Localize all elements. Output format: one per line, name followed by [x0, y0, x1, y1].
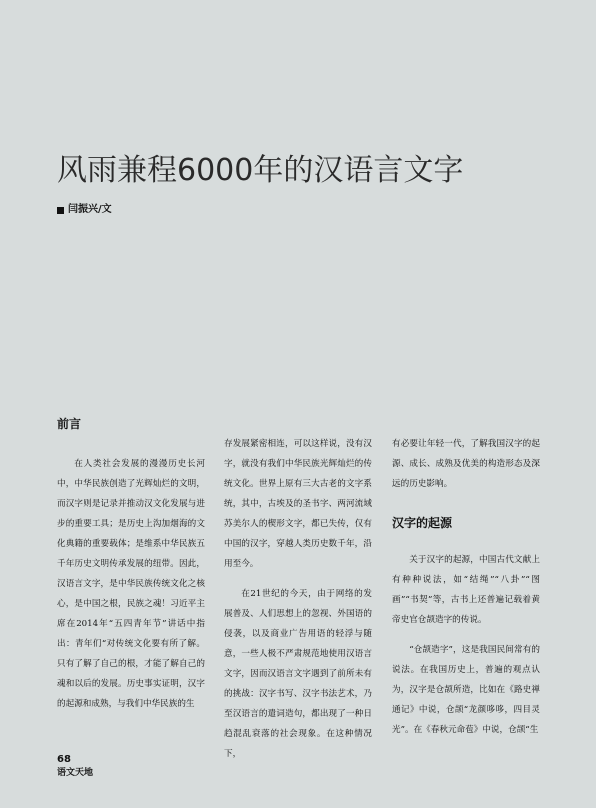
column-2 [224, 434, 372, 764]
column-3 [392, 434, 540, 740]
paragraph: 在人类社会发展的漫漫历史长河中，中华民族创造了光辉灿烂的文明，而汉字则是记录并推动汉文化发展与进步的重要工具；是历史上沟加烟海的文化典籍的重要载体；是维系中华民族五千年历史文明传承发展的纽带。因此，汉语言文字，是中华民族传统文化之核心，是中国之根，民族之魂！习近平主席在2014年“五四青年节”讲话中指出：青年们“对传统文化要有所了解。只有了解了自己的根，才能了解自己的魂和以后的发展。历史事实证明，汉字的起源和成熟，与我们中华民族的生 [57, 459, 205, 709]
author-text: 闫振兴/文 [68, 204, 112, 215]
paragraph: 存发展紧密相连，可以这样说，没有汉字，就没有我们中华民族光辉灿烂的传统文化。世界上原有三大古老的文字系统，其中，古埃及的圣书字、两河流域苏美尔人的楔形文字，都已失传，仅有中国的汉字，穿越人类历史数千年，沿用至今。 [224, 439, 372, 569]
paragraph: 在21世纪的今天，由于网络的发展普及、人们思想上的忽视、外国语的侵袭，以及商业广告用语的轻浮与随意，一些人极不严肃规范地使用汉语言文字，因而汉语言文字遇到了前所未有的挑战：汉字书写、汉字书法艺术，乃至汉语言的遣词造句，都出现了一种日趋混乱衰落的社会现象。在这种情况下， [224, 589, 372, 759]
article-title: 风雨兼程6000年的汉语言文字 [57, 153, 464, 188]
paragraph: 有必要让年轻一代，了解我国汉字的起源、成长、成熟及优美的构造形态及深远的历史影响。 [392, 439, 540, 489]
paragraph: 关于汉字的起源，中国古代文献上有种种说法，如“结绳”“八卦”“图画”“书契”等，古书上还普遍记载着黄帝史官仓颉造字的传说。 [392, 555, 540, 625]
section-heading-origin: 汉字的起源 [392, 516, 453, 530]
column-1 [57, 415, 205, 714]
square-bullet-icon [57, 207, 64, 214]
magazine-name: 语文天地 [57, 768, 94, 778]
section-heading-preface: 前言 [57, 417, 82, 431]
byline [57, 203, 112, 217]
paragraph: “仓颉造字”，这是我国民间常有的说法。在我国历史上，普遍的观点认为，汉字是仓颉所造，比如在《路史禅通记》中说，仓颉“龙颜哆哆，四目灵光”。在《春秋元命苞》中说，仓颉“生 [392, 645, 540, 735]
page-number: 68 [57, 754, 71, 765]
